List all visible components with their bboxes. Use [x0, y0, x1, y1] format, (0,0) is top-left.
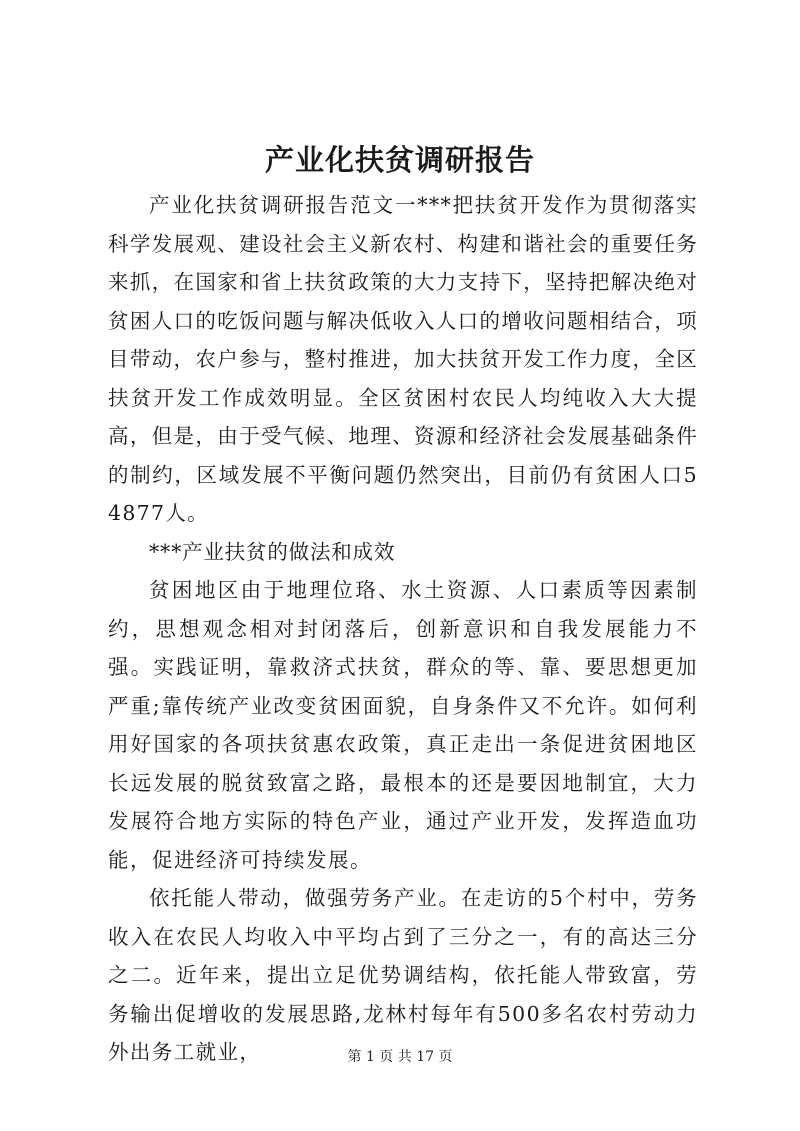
page-footer: 第 1 页 共 17 页 — [347, 1049, 453, 1065]
paragraph-background: 贫困地区由于地理位珞、水土资源、人口素质等因素制约，思想观念相对封闭落后，创新意识和自我发展能力不强。实践证明，靠救济式扶贫，群众的等、靠、要思想更加严重;靠传统产业改变贫困面貌，自身条件又不允许。如何利用好国家的各项扶贫惠农政策，真正走出一条促进贫困地区长远发展的脱贫致富之路，最根本的还是要因地制宜，大力发展符合地方实际的特色产业，通过产业开发，发挥造血功能，促进经济可持续发展。 — [108, 578, 698, 872]
paragraph-labor-industry: 依托能人带动，做强劳务产业。在走访的5个村中，劳务收入在农民人均收入中平均占到了三分之一，有的高达三分之二。近年来，提出立足优势调结构，依托能人带致富，劳务输出促增收的发展思路,龙林村每年有500多名农村劳动力外出务工就业， — [108, 886, 698, 1064]
document-body — [108, 186, 698, 1072]
document-title: 产业化扶贫调研报告 — [264, 143, 535, 177]
paragraph-intro: 产业化扶贫调研报告范文一***把扶贫开发作为贯彻落实科学发展观、建设社会主义新农村、构建和谐社会的重要任务来抓，在国家和省上扶贫政策的大力支持下，坚持把解决绝对贫困人口的吃饭问题与解决低收入人口的增收问题相结合，项目带动，农户参与，整村推进，加大扶贫开发工作力度，全区扶贫开发工作成效明显。全区贫困村农民人均纯收入大大提高，但是，由于受气候、地理、资源和经济社会发展基础条件的制约，区域发展不平衡问题仍然突出，目前仍有贫困人口54877人。 — [108, 193, 698, 525]
section-heading: ***产业扶贫的做法和成效 — [149, 539, 396, 564]
